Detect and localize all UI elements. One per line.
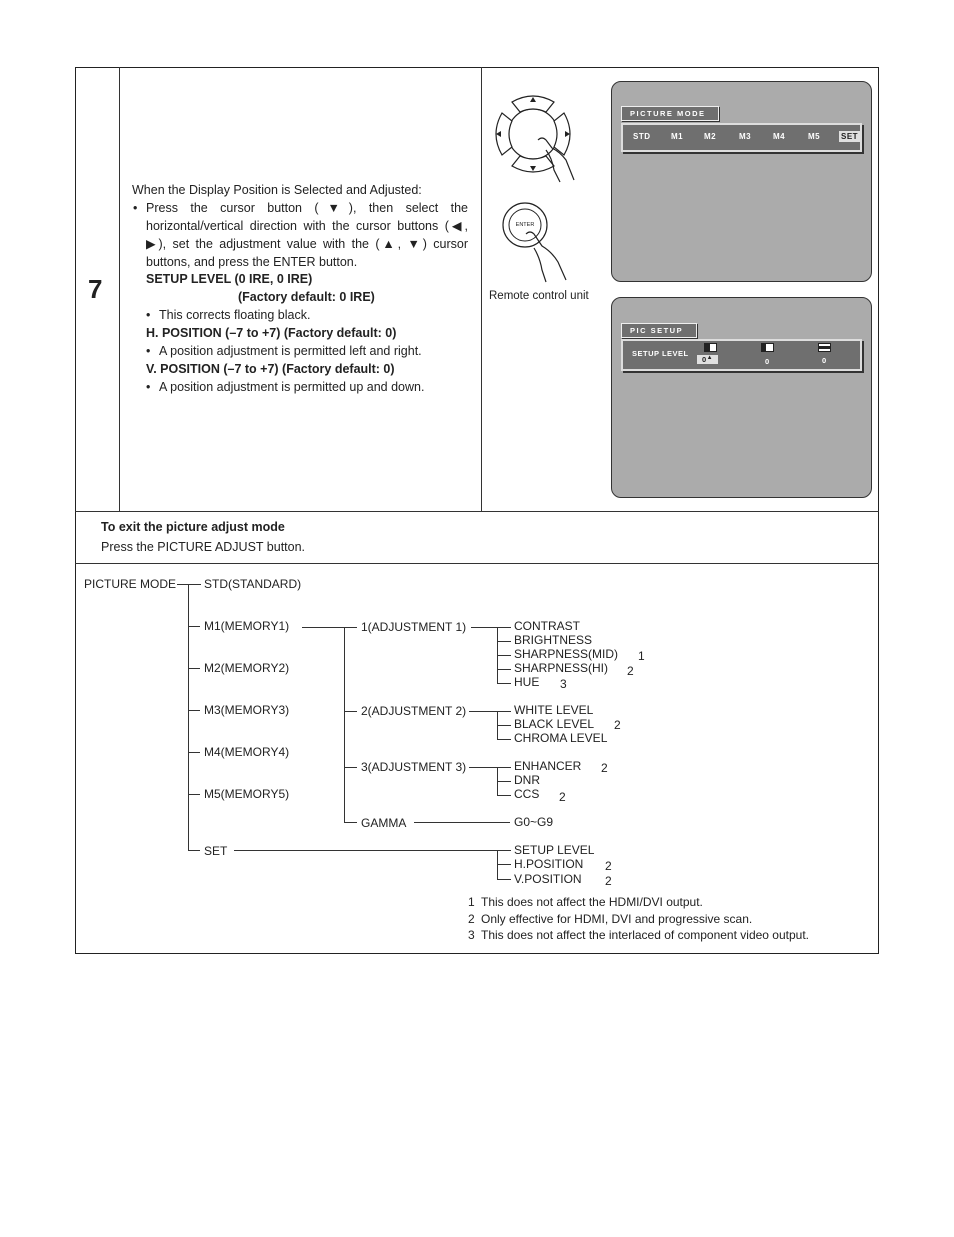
step-number: 7 — [88, 274, 103, 304]
row-divider-1 — [75, 511, 879, 512]
tree-dnr: DNR — [514, 773, 540, 787]
h-position-heading: H. POSITION (–7 to +7) (Factory default: 0) — [146, 326, 397, 340]
tree-connector — [497, 725, 511, 726]
setup-level-heading: SETUP LEVEL (0 IRE, 0 IRE) — [146, 272, 313, 286]
tree-connector — [497, 739, 511, 740]
tree-connector — [177, 584, 201, 585]
tree-gamma-value: G0~G9 — [514, 815, 554, 829]
tree-sharpness-mid: SHARPNESS(MID) — [514, 647, 619, 661]
footnote-num: 3 — [468, 928, 475, 942]
tree-m3: M3(MEMORY3) — [204, 703, 290, 717]
osd-item-set-selected[interactable]: SET — [841, 132, 859, 141]
black-level-icon — [761, 343, 774, 352]
tree-connector — [497, 683, 511, 684]
osd-setup-level-label: SETUP LEVEL — [632, 349, 689, 358]
tree-connector — [497, 795, 511, 796]
tree-connector — [344, 767, 357, 768]
tree-m2: M2(MEMORY2) — [204, 661, 290, 675]
tree-m1: M1(MEMORY1) — [204, 619, 290, 633]
note-mark: 3 — [560, 677, 567, 691]
osd-setup-value-1-text: 0 — [702, 355, 707, 364]
tree-connector — [344, 627, 345, 823]
tree-set: SET — [204, 844, 228, 858]
osd-item-m2[interactable]: M2 — [704, 132, 717, 141]
tree-connector — [497, 879, 511, 880]
black-level-icon — [704, 343, 717, 352]
tree-root: PICTURE MODE — [84, 577, 177, 591]
remote-caption: Remote control unit — [489, 290, 589, 302]
footnote-num: 2 — [468, 912, 475, 926]
tree-connector — [188, 584, 189, 851]
tree-adj1: 1(ADJUSTMENT 1) — [361, 620, 467, 634]
tree-hue: HUE — [514, 675, 540, 689]
tree-connector — [188, 850, 200, 851]
enter-label: ENTER — [515, 222, 535, 228]
note-mark: 2 — [627, 664, 634, 678]
osd-item-m5[interactable]: M5 — [808, 132, 821, 141]
note-mark: 2 — [605, 874, 612, 888]
row-divider-2 — [75, 563, 879, 564]
bullet-line-3: ▶), set the adjustment value with the (▲, ▼) cursor — [146, 237, 468, 251]
tree-m4: M4(MEMORY4) — [204, 745, 290, 759]
osd-item-m4[interactable]: M4 — [773, 132, 786, 141]
tree-connector — [414, 822, 510, 823]
v-position-desc: A position adjustment is permitted up and down. — [159, 380, 425, 394]
tree-white-level: WHITE LEVEL — [514, 703, 594, 717]
tree-connector — [344, 711, 357, 712]
tree-h-position: H.POSITION — [514, 857, 584, 871]
bullet-dot: • — [146, 308, 151, 322]
tree-connector — [497, 641, 511, 642]
tree-connector — [497, 864, 511, 865]
bullet-line-4: buttons, and press the ENTER button. — [146, 255, 358, 269]
osd-item-m1[interactable]: M1 — [671, 132, 684, 141]
tree-connector — [234, 850, 511, 851]
osd-tab-pic-setup: PIC SETUP — [621, 323, 697, 338]
tree-connector — [188, 710, 200, 711]
black-level-icon — [818, 343, 831, 352]
tree-connector — [188, 794, 200, 795]
setup-level-default: (Factory default: 0 IRE) — [238, 290, 375, 304]
footnote-1: This does not affect the HDMI/DVI output. — [481, 895, 703, 909]
bullet-line-1: Press the cursor button (▼), then select the — [146, 201, 468, 215]
column-divider — [481, 67, 482, 512]
note-mark: 1 — [638, 649, 645, 663]
v-position-heading: V. POSITION (–7 to +7) (Factory default: 0) — [146, 362, 395, 376]
osd-item-m3[interactable]: M3 — [739, 132, 752, 141]
osd-setup-value-2[interactable]: 0 — [765, 357, 770, 366]
h-position-desc: A position adjustment is permitted left and right. — [159, 344, 422, 358]
osd-tab-picture-mode: PICTURE MODE — [621, 106, 719, 121]
tree-setup-level: SETUP LEVEL — [514, 843, 595, 857]
exit-text: Press the PICTURE ADJUST button. — [101, 540, 306, 554]
tree-connector — [471, 627, 511, 628]
cursor-pad-icon — [490, 90, 590, 190]
step-intro: When the Display Position is Selected and Adjusted: — [132, 183, 422, 197]
tree-v-position: V.POSITION — [514, 872, 582, 886]
tree-sharpness-hi: SHARPNESS(HI) — [514, 661, 609, 675]
tree-adj2: 2(ADJUSTMENT 2) — [361, 704, 467, 718]
tree-brightness: BRIGHTNESS — [514, 633, 593, 647]
tree-adj3: 3(ADJUSTMENT 3) — [361, 760, 467, 774]
footnote-num: 1 — [468, 895, 475, 909]
bullet-line-2: horizontal/vertical direction with the cursor buttons (◀, — [146, 219, 468, 233]
bullet-dot: • — [146, 344, 151, 358]
tree-std: STD(STANDARD) — [204, 577, 302, 591]
osd-setup-value-1[interactable]: 0▲ — [697, 355, 718, 364]
footnote-2: Only effective for HDMI, DVI and progressive scan. — [481, 912, 753, 926]
note-mark: 2 — [601, 761, 608, 775]
exit-title: To exit the picture adjust mode — [101, 520, 285, 534]
tree-connector — [469, 711, 511, 712]
setup-level-desc: This corrects floating black. — [159, 308, 311, 322]
tree-enhancer: ENHANCER — [514, 759, 582, 773]
osd-item-std[interactable]: STD — [633, 132, 651, 141]
tree-connector — [497, 655, 511, 656]
note-mark: 2 — [605, 859, 612, 873]
footnote-3: This does not affect the interlaced of component video output. — [481, 928, 809, 942]
tree-connector — [344, 822, 357, 823]
tree-connector — [188, 752, 200, 753]
tree-contrast: CONTRAST — [514, 619, 580, 633]
tree-black-level: BLACK LEVEL — [514, 717, 595, 731]
tree-connector — [497, 781, 511, 782]
bullet-dot: • — [146, 380, 151, 394]
note-mark: 2 — [614, 718, 621, 732]
step-number-divider — [119, 67, 120, 512]
tree-m5: M5(MEMORY5) — [204, 787, 290, 801]
tree-connector — [469, 767, 511, 768]
enter-button-icon — [500, 200, 585, 285]
osd-setup-value-3[interactable]: 0 — [822, 356, 827, 365]
tree-connector — [188, 668, 200, 669]
bullet-dot: • — [133, 201, 138, 215]
note-mark: 2 — [559, 790, 566, 804]
tree-gamma: GAMMA — [361, 816, 407, 830]
tree-connector — [302, 627, 357, 628]
tree-connector — [497, 669, 511, 670]
tree-chroma-level: CHROMA LEVEL — [514, 731, 608, 745]
tree-connector — [188, 626, 200, 627]
tree-ccs: CCS — [514, 787, 540, 801]
